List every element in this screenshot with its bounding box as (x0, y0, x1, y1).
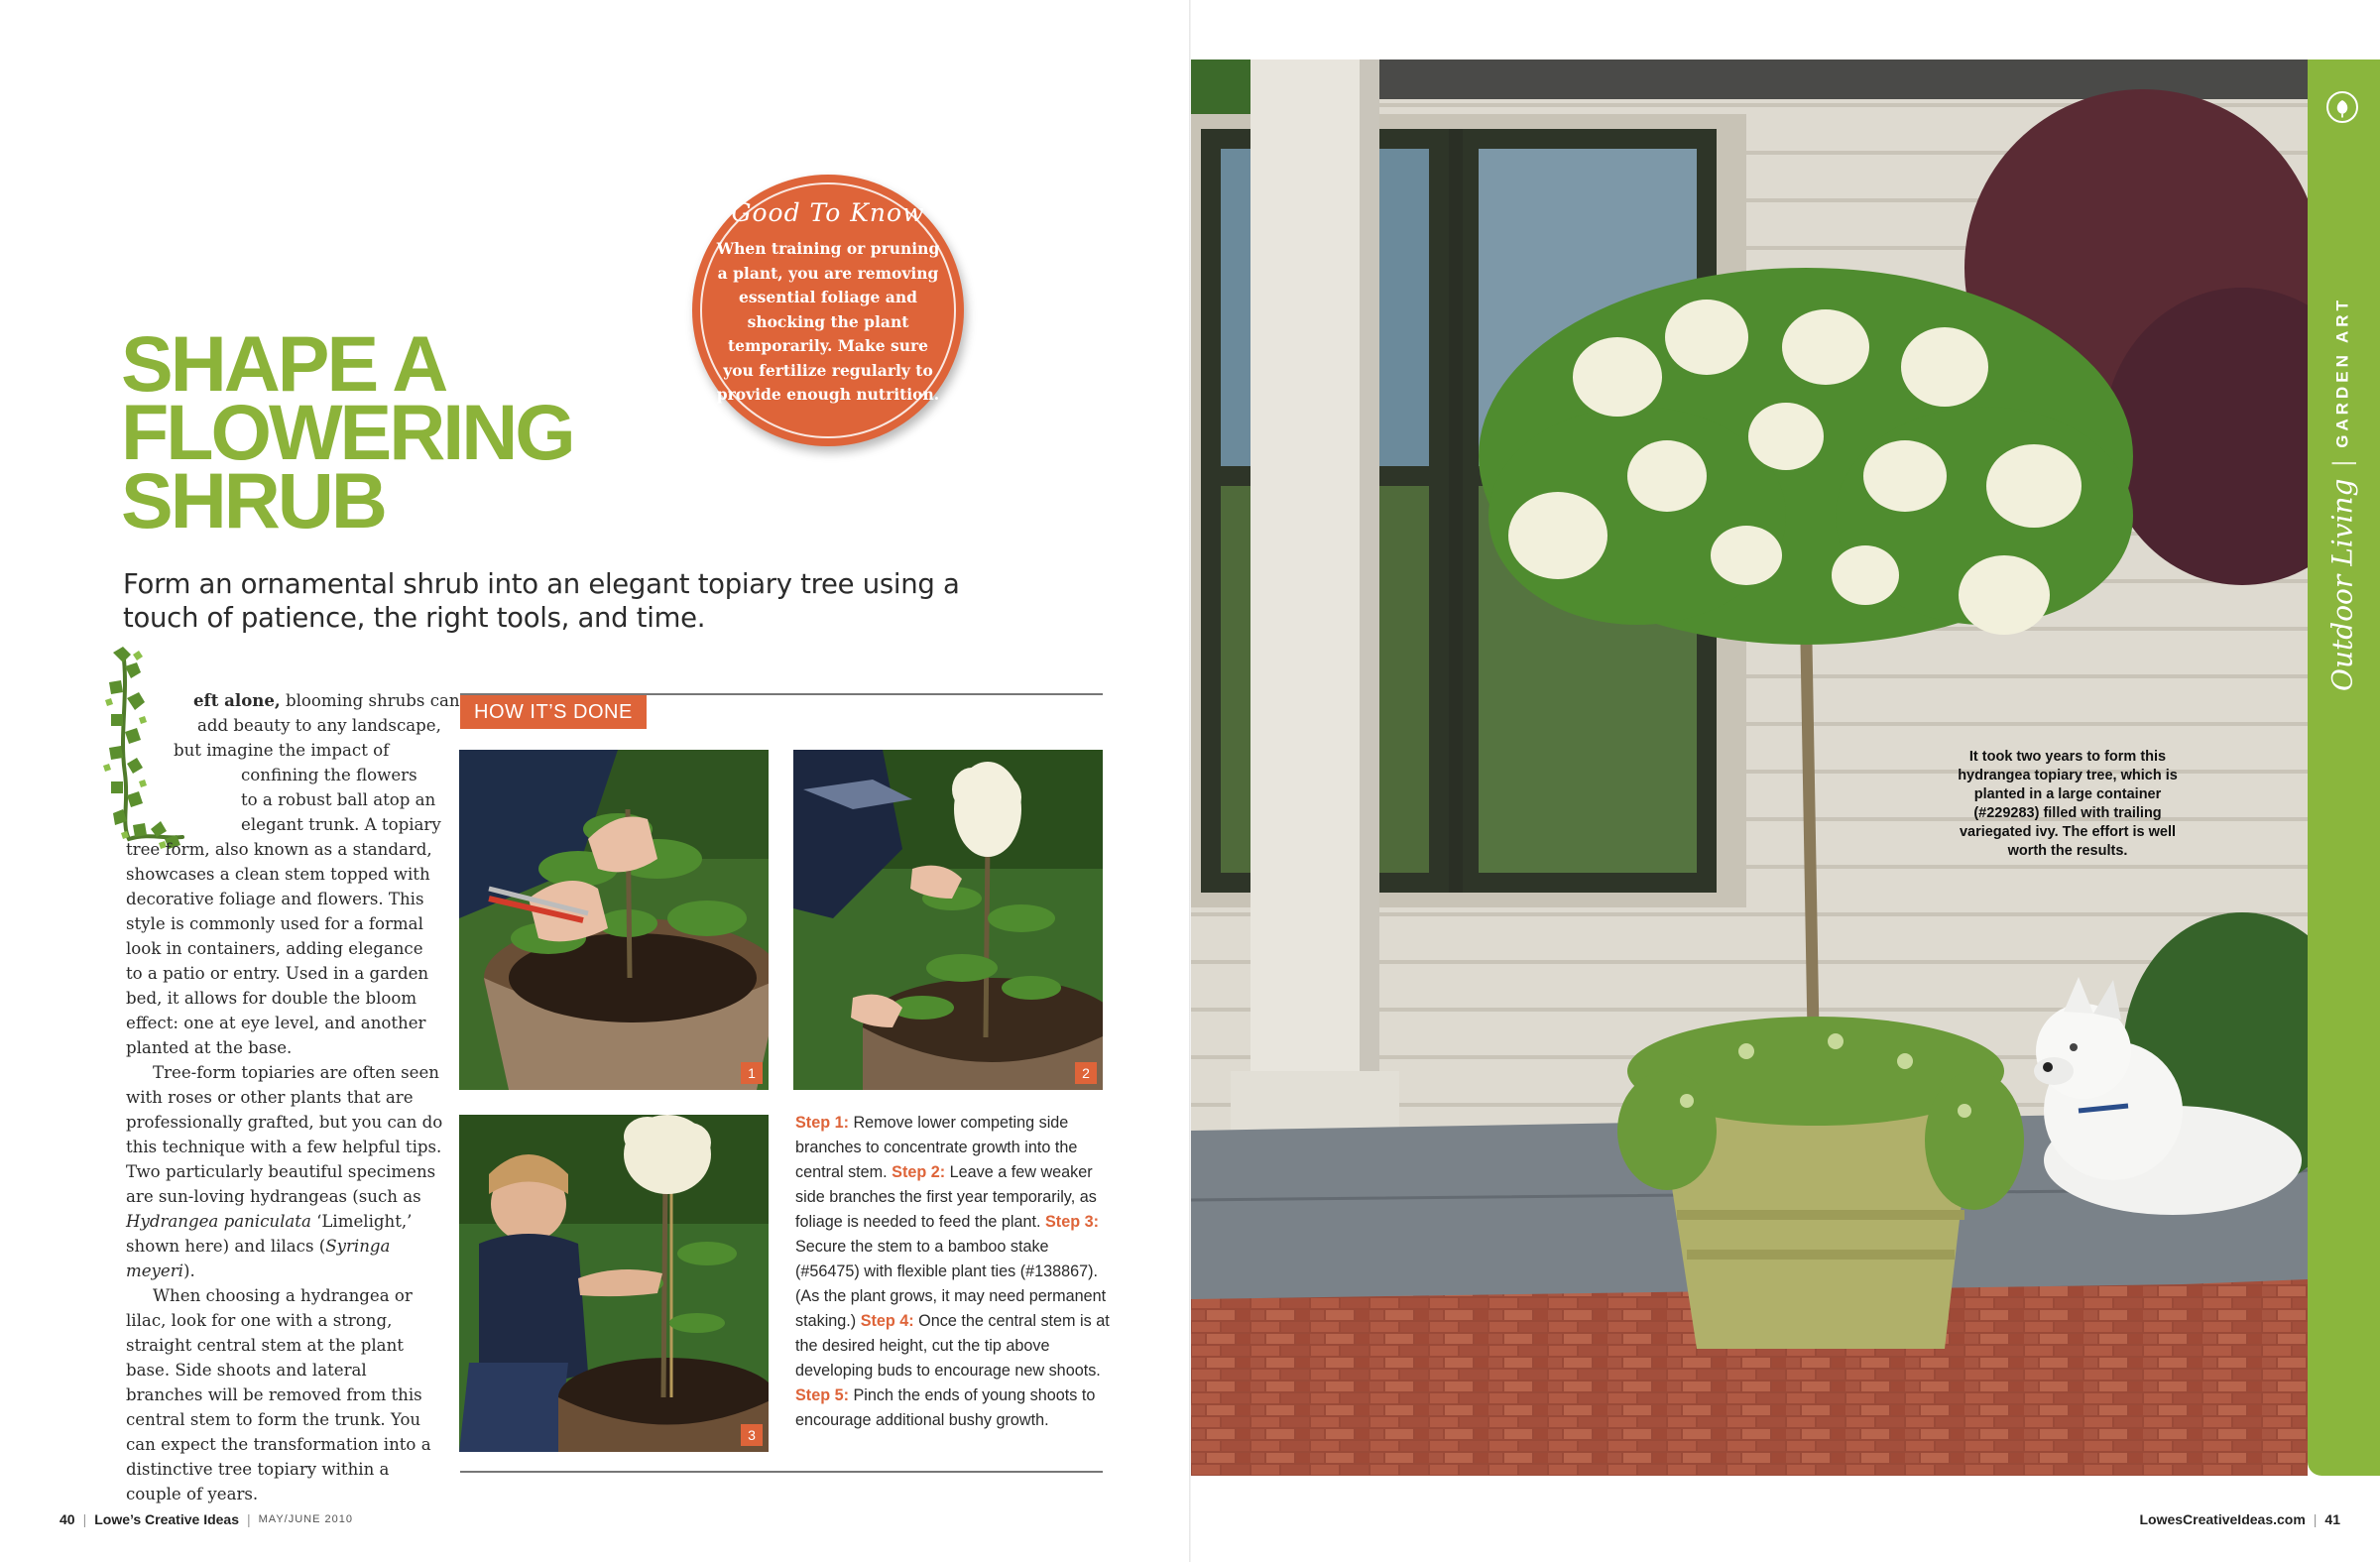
body-line: to a patio or entry. Used in a garden (126, 964, 429, 983)
step-text: Remove lower competing side branches to concentrate growth into the central stem. (795, 1114, 1078, 1181)
step-label: Step 1: (795, 1114, 849, 1132)
body-line: showcases a clean stem topped with (126, 865, 430, 884)
step-label: Step 5: (795, 1386, 849, 1404)
footer-separator: | (82, 1511, 87, 1527)
step-text: Leave a few weaker side branches the first year temporarily, as foliage is needed to feed the plant. (795, 1163, 1097, 1231)
section-label (2326, 297, 2359, 691)
photo-number: 3 (741, 1424, 763, 1446)
body-line: look in containers, adding elegance (126, 939, 423, 958)
photo-staking-stem (459, 1115, 769, 1452)
magazine-name: Lowe’s Creative Ideas (94, 1511, 239, 1527)
body-line: but imagine the impact of (174, 741, 390, 760)
photo-leaving-branches (793, 750, 1103, 1090)
photo-number: 1 (741, 1062, 763, 1084)
section-divider: | (2326, 459, 2357, 467)
title-line: SHRUB (121, 456, 385, 544)
step-label: Step 4: (860, 1312, 914, 1330)
body-paragraph (126, 688, 460, 1060)
footer-separator: | (247, 1511, 251, 1527)
step-text: Pinch the ends of young shoots to encourage additional bushy growth. (795, 1386, 1096, 1429)
body-line: bed, it allows for double the bloom (126, 989, 417, 1008)
body-line: decorative foliage and flowers. This (126, 890, 424, 908)
body-line: confining the flowers (241, 766, 417, 784)
page-number-left: 40 (60, 1511, 75, 1527)
title-line: SHAPE A (121, 319, 446, 408)
step-label: Step 3: (1045, 1213, 1099, 1231)
page-number-right: 41 (2324, 1511, 2340, 1527)
body-paragraph: Tree-form topiaries are often seen with roses or other plants that are professionally grafted, but you can do this technique with a few helpful tips. Two particularly beautiful specimens are sun-loving hydrangeas (such as Hydrangea paniculata ‘Limelight,’ shown here) and lilacs (Syringa meyeri). (126, 1063, 443, 1280)
step-photo-1 (459, 750, 769, 1090)
body-line: effect: one at eye level, and another (126, 1014, 426, 1032)
good-to-know-badge (692, 175, 964, 446)
section-script-label: Outdoor Living (2325, 478, 2359, 691)
issue-date: MAY/JUNE 2010 (258, 1513, 353, 1525)
body-line: planted at the base. (126, 1038, 293, 1057)
photo-pruning-illustration (459, 750, 769, 1090)
photo-caption: It took two years to form this hydrangea topiary tree, which is planted in a large container (#229283) filled with trailing variegated ivy. The effort is well worth the results. (1958, 749, 2178, 859)
body-line: add beauty to any landscape, (197, 716, 441, 735)
step-text: Secure the stem to a bamboo stake (#56475) with flexible plant ties (#138867). (As the plant grows, it may need permanent staking.) (795, 1238, 1107, 1330)
step-instructions (795, 1111, 1113, 1433)
title-line: FLOWERING (121, 388, 573, 476)
step-text: Once the central stem is at the desired height, cut the tip above developing buds to encourage new shoots. (795, 1312, 1110, 1380)
step-photo-2 (793, 750, 1103, 1090)
body-line: blooming shrubs can (280, 691, 460, 710)
article-subtitle: Form an ornamental shrub into an elegant topiary tree using a touch of patience, the right tools, and time. (123, 568, 960, 634)
photo-number: 2 (1075, 1062, 1097, 1084)
section-bottom-rule (460, 1471, 1103, 1473)
article-body (126, 688, 460, 1506)
step-label: Step 2: (892, 1163, 946, 1181)
section-side-tab (2308, 60, 2380, 1476)
section-category: GARDEN ART (2332, 297, 2351, 448)
footer-separator: | (2313, 1511, 2318, 1527)
footer-right (2139, 1511, 2340, 1527)
body-line: to a robust ball atop an (241, 790, 436, 809)
body-line: elegant trunk. A topiary (241, 815, 441, 834)
article-title (121, 319, 676, 544)
lead-in: eft alone, (193, 690, 281, 710)
leaf-icon (2326, 91, 2358, 123)
body-line: style is commonly used for a formal (126, 914, 423, 933)
footer-left (60, 1511, 353, 1527)
badge-heading: Good To Know (731, 198, 925, 227)
badge-text: When training or pruning a plant, you are removing essential foliage and shocking the plant temporarily. Make sure you fertilize regularly to provide enough nutrition. (716, 239, 940, 404)
body-line: tree form, also known as a standard, (126, 840, 432, 859)
website-link[interactable]: LowesCreativeIdeas.com (2139, 1511, 2306, 1527)
step-photo-3 (459, 1115, 769, 1452)
body-paragraph: When choosing a hydrangea or lilac, look for one with a strong, straight central stem at the plant base. Side shoots and lateral branches will be removed from this central stem to form the trunk. You can expect the transformation into a distinctive tree topiary within a couple of years. (126, 1286, 431, 1503)
how-its-done-label: HOW IT’S DONE (460, 695, 647, 729)
